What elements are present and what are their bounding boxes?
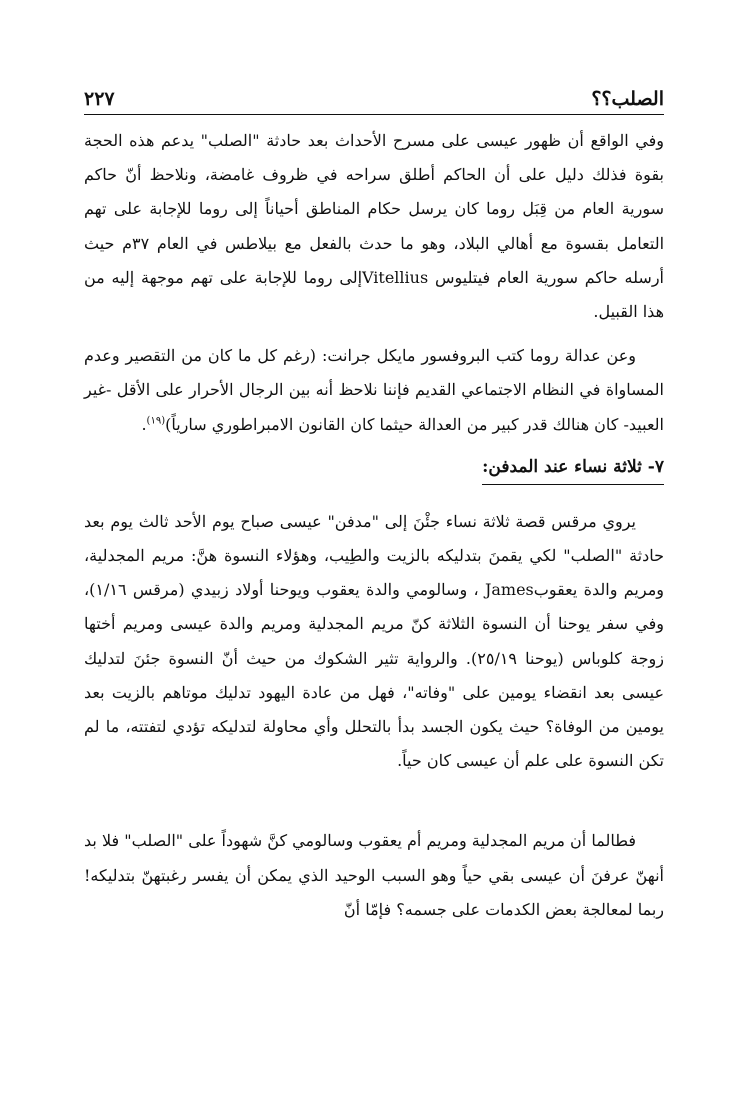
paragraph-3 <box>84 505 664 779</box>
paragraph-4 <box>84 824 664 927</box>
page-number: ٢٢٧ <box>84 88 115 110</box>
paragraph-1-text: وفي الواقع أن ظهور عيسى على مسرح الأحداث بعد حادثة "الصلب" يدعم هذه الحجة بقوة فذلك دليل على أن الحاكم أطلق سراحه في ظروف غامضة، ونلاحظ أنّ حاكم سورية العام من قِبَل روما كان يرسل حكام المناطق أحياناً إلى روما للإجابة على تهم التعامل بقسوة مع أهالي البلاد، وهو ما حدث بالفعل مع بيلاطس في العام ٣٧م حيث أرسله حاكم سورية العام فيتليوس Vitelliusإلى روما للإجابة على تهم موجهة إليه من هذا القبيل. <box>84 131 665 322</box>
paragraph-4-text: فطالما أن مريم المجدلية ومريم أم يعقوب وسالومي كنَّ شهوداً على "الصلب" فلا بد أنهنّ عرفنَ أن عيسى بقي حياً وهو السبب الوحيد الذي يمكن أن يفسر رغبتهنّ بتدليكه! ربما لمعالجة بعض الكدمات على جسمه؟ فإمّا أنّ <box>84 831 664 919</box>
section-heading: ٧- ثلاثة نساء عند المدفن: <box>482 452 664 485</box>
footnote-reference[interactable]: (١٩) <box>146 415 166 427</box>
paragraph-3-text: يروي مرقس قصة ثلاثة نساء جئْنَ إلى "مدفن" عيسى صباح يوم الأحد ثالث يوم بعد حادثة "الصلب" لكي يقمنَ بتدليكه بالزيت والطِيب، وهؤلاء النسوة هنَّ: مريم المجدلية، ومريم والدة يعقوبJames ، وسالومي والدة يعقوب ويوحنا أولاد زبيدي (مرقس ١/١٦)، وفي سفر يوحنا أن النسوة الثلاثة كنّ مريم المجدلية ومريم والدة عيسى ومريم أختها زوجة كلوباس (يوحنا ٢٥/١٩). والرواية تثير الشكوك من حيث أنّ النسوة جئنَ لتدليك عيسى بعد انقضاء يومين على "وفاته"، فهل من عادة اليهود تدليك موتاهم بالزيت بعد يومين من الوفاة؟ حيث يكون الجسد بدأ بالتحلل وأي محاولة لتدليكه تؤدي لتفتته، ما لم تكن النسوة على علم أن عيسى كان حياً. <box>84 511 664 771</box>
paragraph-2-text: وعن عدالة روما كتب البروفسور مايكل جرانت: (رغم كل ما كان من التقصير وعدم المساواة في النظام الاجتماعي القديم فإننا نلاحظ أنه بين الرجال الأحرار على الأقل -غير العبيد- كان هنالك قدر كبير من العدالة حيثما كان القانون الامبراطوري سارياً) <box>84 346 665 434</box>
running-title: الصلب؟؟ <box>591 88 664 110</box>
book-page <box>84 76 664 927</box>
paragraph-2: وعن عدالة روما كتب البروفسور مايكل جرانت: (رغم كل ما كان من التقصير وعدم المساواة في النظام الاجتماعي القديم فإننا نلاحظ أنه بين الرجال الأحرار على الأقل -غير العبيد- كان هنالك قدر كبير من العدالة حيثما كان القانون الامبراطوري سارياً)$^{(١٩)}$. <box>84 346 665 434</box>
paragraph-1 <box>84 124 664 329</box>
page-header <box>84 76 664 115</box>
section-heading-wrap <box>84 442 664 485</box>
